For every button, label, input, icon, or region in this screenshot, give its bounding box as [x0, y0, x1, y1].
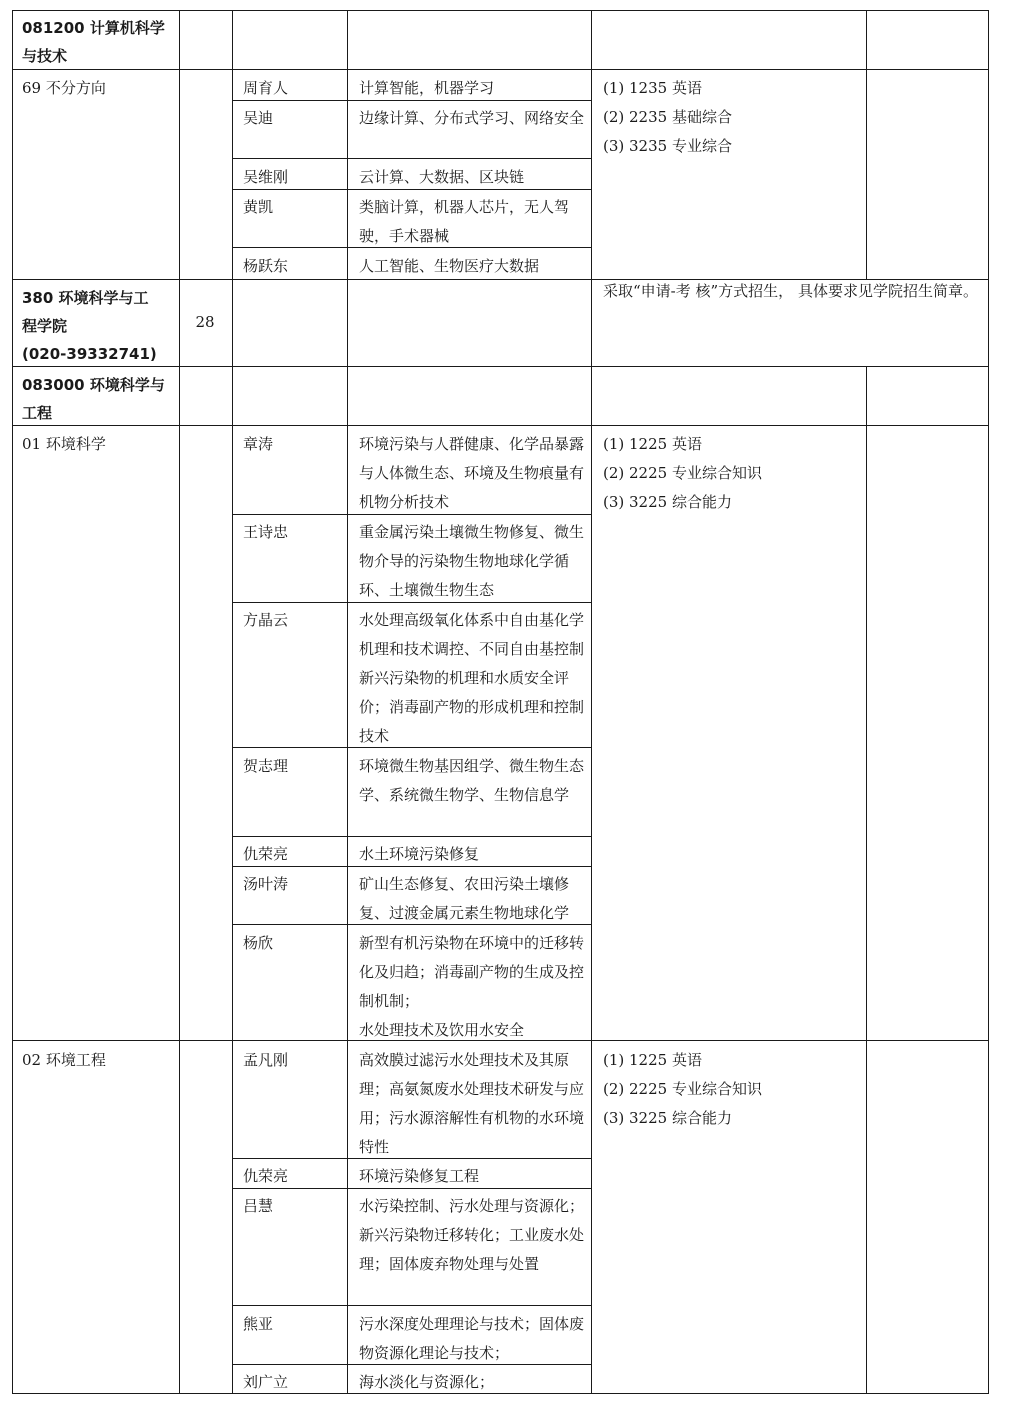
col-divider-1	[179, 10, 180, 1394]
supervisor-name: 熊亚	[243, 1315, 274, 1333]
research-direction: 矿山生态修复、农田污染土壤修复、过渡金属元素生物地球化学	[359, 875, 570, 922]
enrollment-quota: 28	[195, 313, 215, 331]
exam-subject: (3) 3225 综合能力	[603, 1109, 732, 1127]
direction-label: 02 环境工程	[22, 1051, 106, 1069]
supervisor-name: 汤叶涛	[243, 875, 289, 893]
supervisor-name: 杨跃东	[243, 257, 289, 275]
research-direction: 海水淡化与资源化；	[359, 1373, 495, 1391]
subrow-divider	[232, 158, 592, 159]
exam-subject: (3) 3235 专业综合	[603, 137, 732, 155]
research-direction: 人工智能、生物医疗大数据	[359, 257, 540, 275]
research-direction: 水处理高级氧化体系中自由基化学机理和技术调控、不同自由基控制新兴污染物的机理和水质安全评价；消毒副产物的形成机理和控制技术	[359, 611, 585, 745]
supervisor-name: 仇荣亮	[243, 1167, 289, 1185]
research-direction: 水土环境污染修复	[359, 845, 480, 863]
exam-subject: (3) 3225 综合能力	[603, 493, 732, 511]
supervisor-name: 方晶云	[243, 611, 289, 629]
research-direction: 环境污染修复工程	[359, 1167, 480, 1185]
exam-subject: (1) 1235 英语	[603, 79, 702, 97]
table-border-top	[12, 10, 989, 11]
col-divider-3	[347, 10, 348, 1394]
exam-subject: (1) 1225 英语	[603, 435, 702, 453]
research-direction: 环境微生物基因组学、微生物生态学、系统微生物学、生物信息学	[359, 757, 585, 804]
supervisor-name: 仇荣亮	[243, 845, 289, 863]
col-divider-2	[232, 10, 233, 1394]
research-direction: 污水深度处理理论与技术；固体废物资源化理论与技术；	[359, 1315, 585, 1362]
supervisor-name: 周育人	[243, 79, 289, 97]
col-divider-5b	[866, 367, 867, 1394]
research-direction: 水污染控制、污水处理与资源化；新兴污染物迁移转化；工业废水处理；固体废弃物处理与处置	[359, 1197, 585, 1273]
supervisor-name: 章涛	[243, 435, 274, 453]
college-name-line: 程学院	[22, 317, 68, 335]
supervisor-name: 孟凡刚	[243, 1051, 289, 1069]
subrow-divider	[232, 836, 592, 837]
research-direction: 水处理技术及饮用水安全	[359, 1021, 525, 1039]
supervisor-name: 王诗忠	[243, 523, 289, 541]
college-phone: (020-39332741)	[22, 345, 157, 363]
exam-subject: (1) 1225 英语	[603, 1051, 702, 1069]
research-direction: 高效膜过滤污水处理技术及其原理；高氨氮废水处理技术研发与应用；污水源溶解性有机物的水环境特性	[359, 1051, 585, 1156]
supervisor-name: 黄凯	[243, 198, 274, 216]
subrow-divider	[232, 1305, 592, 1306]
section-code-title: 083000 环境科学与工程	[22, 376, 165, 422]
col-divider-4	[591, 10, 592, 1394]
research-direction: 环境污染与人群健康、化学品暴露与人体微生态、环境及生物痕量有机物分析技术	[359, 435, 585, 511]
supervisor-name: 杨欣	[243, 934, 274, 952]
research-direction: 重金属污染土壤微生物修复、微生物介导的污染物生物地球化学循环、土壤微生物生态	[359, 523, 585, 599]
supervisor-name: 吕慧	[243, 1197, 274, 1215]
section-code-title: 081200 计算机科学与技术	[22, 19, 165, 65]
research-direction: 边缘计算、分布式学习、网络安全	[359, 109, 585, 127]
direction-label: 69 不分方向	[22, 79, 106, 97]
research-direction: 新型有机污染物在环境中的迁移转化及归趋；消毒副产物的生成及控制机制；	[359, 934, 585, 1010]
research-direction: 计算智能，机器学习	[359, 79, 495, 97]
exam-subject: (2) 2225 专业综合知识	[603, 464, 762, 482]
exam-subject: (2) 2225 专业综合知识	[603, 1080, 762, 1098]
col-divider-5	[866, 10, 867, 280]
supervisor-name: 吴迪	[243, 109, 274, 127]
supervisor-name: 贺志理	[243, 757, 289, 775]
admission-note: 采取“申请-考 核”方式招生， 具体要求见学院招生简章。	[603, 282, 978, 300]
supervisor-name: 吴维刚	[243, 168, 289, 186]
research-direction: 云计算、大数据、区块链	[359, 168, 525, 186]
table-border-right	[988, 10, 989, 1394]
exam-subject: (2) 2235 基础综合	[603, 108, 732, 126]
direction-label: 01 环境科学	[22, 435, 106, 453]
supervisor-name: 刘广立	[243, 1373, 289, 1391]
table-border-left	[12, 10, 13, 1394]
college-name-line: 380 环境科学与工	[22, 289, 149, 307]
research-direction: 类脑计算，机器人芯片，无人驾驶，手术器械	[359, 198, 570, 245]
